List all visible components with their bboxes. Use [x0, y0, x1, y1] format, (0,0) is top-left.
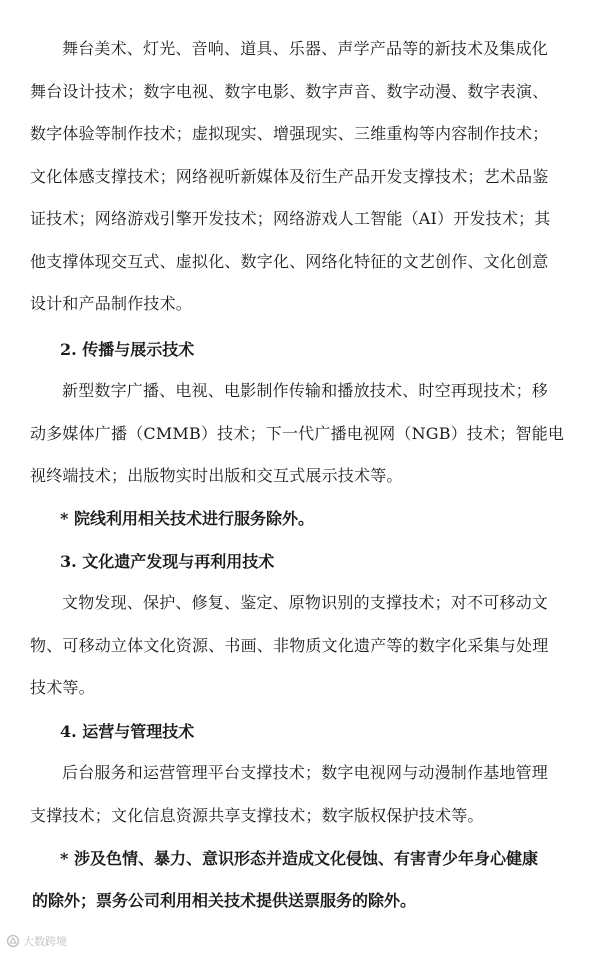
paragraph-line: 物、可移动立体文化资源、书画、非物质文化遗产等的数字化采集与处理 [30, 635, 549, 655]
section-heading-3: 3. 文化遗产发现与再利用技术 [60, 552, 275, 571]
paragraph-line: 设计和产品制作技术。 [30, 294, 193, 313]
paragraph-2 [30, 370, 578, 498]
paragraph-line: 支撑技术；文化信息资源共享支撑技术；数字版权保护技术等。 [30, 805, 484, 825]
watermark [6, 933, 67, 949]
paragraph-line: 视终端技术；出版物实时出版和交互式展示技术等。 [30, 466, 403, 485]
section-heading-4: 4. 运营与管理技术 [60, 722, 195, 741]
paragraph-line: 证技术；网络游戏引擎开发技术；网络游戏人工智能（AI）开发技术；其 [30, 209, 551, 228]
paragraph-4 [30, 752, 578, 837]
paragraph-line: 他支撑体现交互式、虚拟化、数字化、网络化特征的文艺创作、文化创意 [30, 251, 549, 271]
section-heading-2: 2. 传播与展示技术 [60, 340, 195, 359]
paragraph-line: 舞台设计技术；数字电视、数字电影、数字声音、数字动漫、数字表演、 [30, 81, 549, 101]
watermark-text: 大数跨境 [23, 935, 67, 948]
paragraph-line: 动多媒体广播（CMMB）技术；下一代广播电视网（NGB）技术；智能电 [30, 423, 565, 443]
paragraph-line: 文物发现、保护、修复、鉴定、原物识别的支撑技术；对不可移动文 [62, 593, 549, 612]
note-2 [32, 838, 582, 922]
paragraph-3 [30, 582, 578, 710]
note-1 [60, 498, 582, 540]
watermark-logo-icon [6, 934, 20, 948]
paragraph-1 [30, 28, 578, 326]
paragraph-line: 舞台美术、灯光、音响、道具、乐器、声学产品等的新技术及集成化 [62, 39, 549, 58]
note-line: * 院线利用相关技术进行服务除外。 [60, 509, 314, 528]
paragraph-line: 数字体验等制作技术；虚拟现实、增强现实、三维重构等内容制作技术； [30, 124, 549, 143]
paragraph-line: 新型数字广播、电视、电影制作传输和播放技术、时空再现技术；移 [62, 381, 549, 400]
paragraph-line: 后台服务和运营管理平台支撑技术；数字电视网与动漫制作基地管理 [62, 763, 549, 782]
paragraph-line: 文化体感支撑技术；网络视听新媒体及衍生产品开发支撑技术；艺术品鉴 [30, 166, 549, 186]
paragraph-line: 技术等。 [30, 678, 95, 697]
note-line: * 涉及色情、暴力、意识形态并造成文化侵蚀、有害青少年身心健康 [60, 849, 538, 868]
note-line: 的除外；票务公司利用相关技术提供送票服务的除外。 [32, 891, 417, 910]
